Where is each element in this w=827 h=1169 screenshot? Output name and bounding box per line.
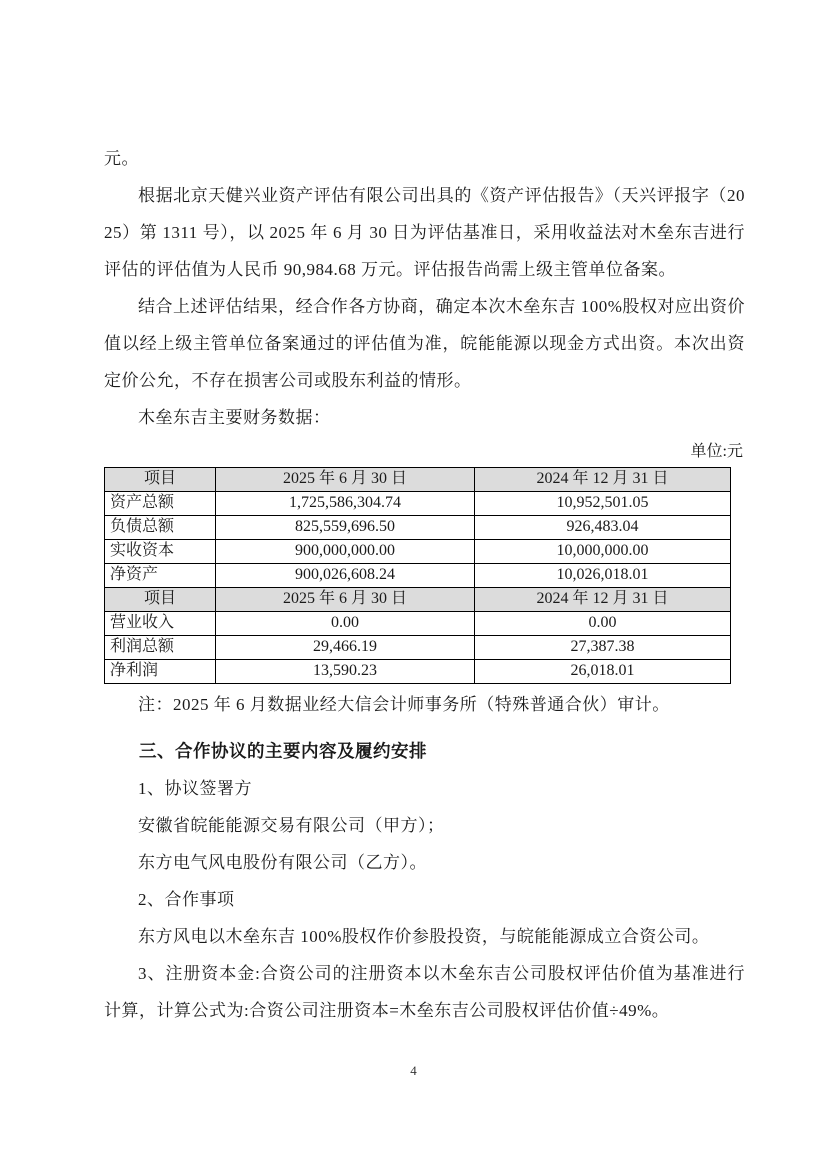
paragraph-pricing-fairness: 结合上述评估结果，经合作各方协商，确定本次木垒东吉 100%股权对应出资价值以经上级主管单位备案通过的评估值为准，皖能能源以现金方式出资。本次出资定价公允，不存在损害公司或股东利益的情形。 <box>104 297 745 390</box>
table-cell-value: 900,000,000.00 <box>216 540 475 564</box>
table-header-cell: 2024 年 12 月 31 日 <box>475 468 731 492</box>
table-header-cell: 2025 年 6 月 30 日 <box>216 468 475 492</box>
table-cell-value: 10,000,000.00 <box>475 540 731 564</box>
table-row-net-profit <box>105 660 731 684</box>
table-header-row <box>105 588 731 612</box>
table-header-cell: 2025 年 6 月 30 日 <box>216 588 475 612</box>
item1-party-b: 东方电气风电股份有限公司（乙方）。 <box>138 853 427 872</box>
financial-data-table <box>104 467 731 684</box>
table-cell-value: 926,483.04 <box>475 516 731 540</box>
table-row-total-profit <box>105 636 731 660</box>
table-row-total-assets <box>105 492 731 516</box>
table-row-net-assets <box>105 564 731 588</box>
table-cell-value: 27,387.38 <box>475 636 731 660</box>
table-cell-item: 净资产 <box>105 564 216 588</box>
table-cell-value: 29,466.19 <box>216 636 475 660</box>
table-cell-value: 1,725,586,304.74 <box>216 492 475 516</box>
table-cell-value: 10,952,501.05 <box>475 492 731 516</box>
table-cell-value: 13,590.23 <box>216 660 475 684</box>
table-cell-item: 营业收入 <box>105 612 216 636</box>
table-row-total-liabilities <box>105 516 731 540</box>
document-content <box>104 140 745 1029</box>
item2-title: 2、合作事项 <box>138 890 235 909</box>
table-cell-value: 900,026,608.24 <box>216 564 475 588</box>
page-number: 4 <box>410 1063 417 1078</box>
item1-title: 1、协议签署方 <box>138 779 252 798</box>
table-header-cell: 项目 <box>105 588 216 612</box>
table-cell-item: 净利润 <box>105 660 216 684</box>
table-cell-item: 负债总额 <box>105 516 216 540</box>
item2-body: 东方风电以木垒东吉 100%股权作价参股投资，与皖能能源成立合资公司。 <box>138 927 710 946</box>
paragraph-financial-data-intro: 木垒东吉主要财务数据： <box>138 408 331 427</box>
paragraph-carryover: 元。 <box>104 149 139 168</box>
audit-note: 注：2025 年 6 月数据业经大信会计师事务所（特殊普通合伙）审计。 <box>138 695 670 714</box>
item1-party-a: 安徽省皖能能源交易有限公司（甲方）； <box>138 816 445 835</box>
section-heading-3: 三、合作协议的主要内容及履约安排 <box>139 741 427 761</box>
table-cell-value: 825,559,696.50 <box>216 516 475 540</box>
table-cell-value: 26,018.01 <box>475 660 731 684</box>
table-header-cell: 2024 年 12 月 31 日 <box>475 588 731 612</box>
table-cell-item: 资产总额 <box>105 492 216 516</box>
table-cell-value: 10,026,018.01 <box>475 564 731 588</box>
table-row-operating-revenue <box>105 612 731 636</box>
table-cell-item: 实收资本 <box>105 540 216 564</box>
table-cell-item: 利润总额 <box>105 636 216 660</box>
table-row-paid-in-capital <box>105 540 731 564</box>
table-header-cell: 项目 <box>105 468 216 492</box>
table-cell-value: 0.00 <box>216 612 475 636</box>
paragraph-appraisal-report: 根据北京天健兴业资产评估有限公司出具的《资产评估报告》（天兴评报字（2025）第 1311 号），以 2025 年 6 月 30 日为评估基准日，采用收益法对木垒东吉进行评估的评估值为人民币 90,984.68 万元。评估报告尚需上级主管单位备案。 <box>104 186 745 279</box>
item3-body: 3、注册资本金:合资公司的注册资本以木垒东吉公司股权评估价值为基准进行计算，计算公式为:合资公司注册资本=木垒东吉公司股权评估价值÷49%。 <box>104 964 745 1020</box>
table-cell-value: 0.00 <box>475 612 731 636</box>
unit-label: 单位:元 <box>690 443 743 460</box>
table-header-row <box>105 468 731 492</box>
